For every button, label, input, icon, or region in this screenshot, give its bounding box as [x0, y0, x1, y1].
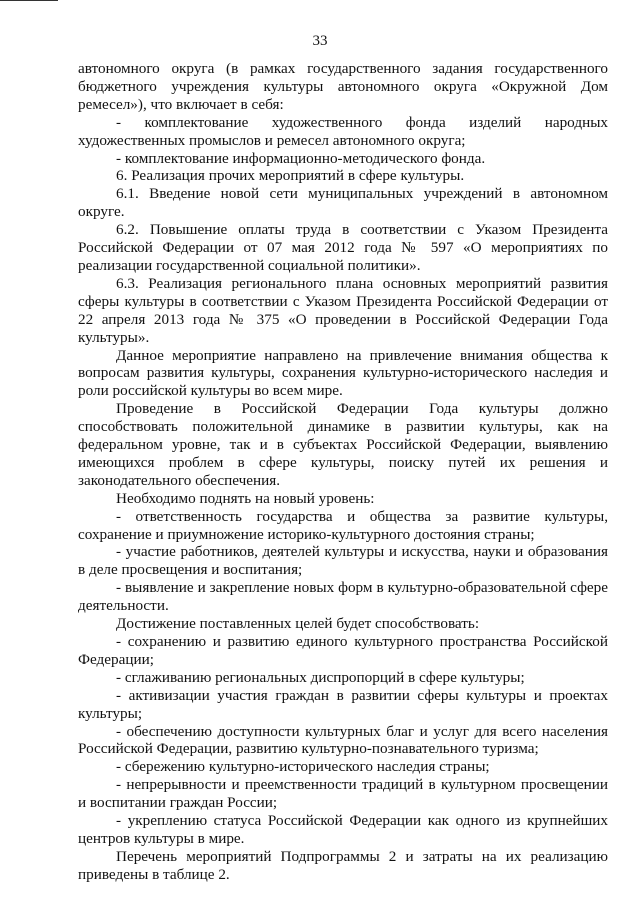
list-item: - участие работников, деятелей культуры и искусства, науки и образования в деле просвещения и воспитания;: [78, 543, 608, 579]
paragraph: Проведение в Российской Федерации Года культуры должно способствовать положительной динамике в развитии культуры, как на федеральном уровне, так и в субъектах Российской Федерации, выявлению имеющихся проблем в сфере культуры, поиску путей их решения и законодательного обеспечения.: [78, 400, 608, 489]
list-item: - непрерывности и преемственности традиций в культурном просвещении и воспитании граждан России;: [78, 776, 608, 812]
paragraph: Данное мероприятие направлено на привлечение внимания общества к вопросам развития культуры, сохранения культурно-исторического наследия и роли российской культуры во всем мире.: [78, 346, 608, 400]
list-item: - ответственность государства и общества за развитие культуры, сохранение и приумножение историко-культурного достояния страны;: [78, 507, 608, 543]
list-item: - активизации участия граждан в развитии сферы культуры и проектах культуры;: [78, 686, 608, 722]
list-item: - сохранению и развитию единого культурного пространства Российской Федерации;: [78, 633, 608, 668]
list-item: - сбережению культурно-исторического наследия страны;: [116, 758, 490, 776]
list-item: - выявление и закрепление новых форм в культурно-образовательной сфере деятельности.: [78, 579, 608, 615]
list-item: - сглаживанию региональных диспропорций в сфере культуры;: [116, 668, 525, 686]
subsection-item: 6.1. Введение новой сети муниципальных учреждений в автономном округе.: [78, 185, 608, 221]
top-left-rule: [0, 0, 58, 1]
list-item: - обеспечению доступности культурных благ и услуг для всего населения Российской Федерации, развитию культурно-познавательного туризма;: [78, 722, 608, 758]
paragraph: Достижение поставленных целей будет способствовать:: [116, 615, 480, 633]
list-item: - комплектование художественного фонда изделий народных художественных промыслов и ремесел автономного округа;: [78, 113, 608, 149]
list-item: - укреплению статуса Российской Федерации как одного из крупнейших центров культуры в мире.: [78, 812, 608, 847]
list-item: - комплектование информационно-методического фонда.: [116, 149, 486, 167]
document-body: [78, 60, 608, 884]
section-heading: 6. Реализация прочих мероприятий в сфере культуры.: [116, 167, 465, 185]
paragraph-continuation: автономного округа (в рамках государственного задания государственного бюджетного учреждения культуры автономного округа «Окружной Дом ремесел»), что включает в себя:: [78, 60, 608, 113]
paragraph: Необходимо поднять на новый уровень:: [116, 489, 375, 507]
paragraph: Перечень мероприятий Подпрограммы 2 и затраты на их реализацию приведены в таблице 2.: [78, 847, 608, 883]
subsection-item: 6.3. Реализация регионального плана основных мероприятий развития сферы культуры в соответствии с Указом Президента Российской Федерации от 22 апреля 2013 года № 375 «О проведении в Российской Федерации Года культуры».: [78, 274, 608, 346]
page-number: 33: [312, 33, 328, 49]
subsection-item: 6.2. Повышение оплаты труда в соответствии с Указом Президента Российской Федерации от 07 мая 2012 года № 597 «О мероприятиях по реализации государственной социальной политики».: [78, 221, 608, 274]
